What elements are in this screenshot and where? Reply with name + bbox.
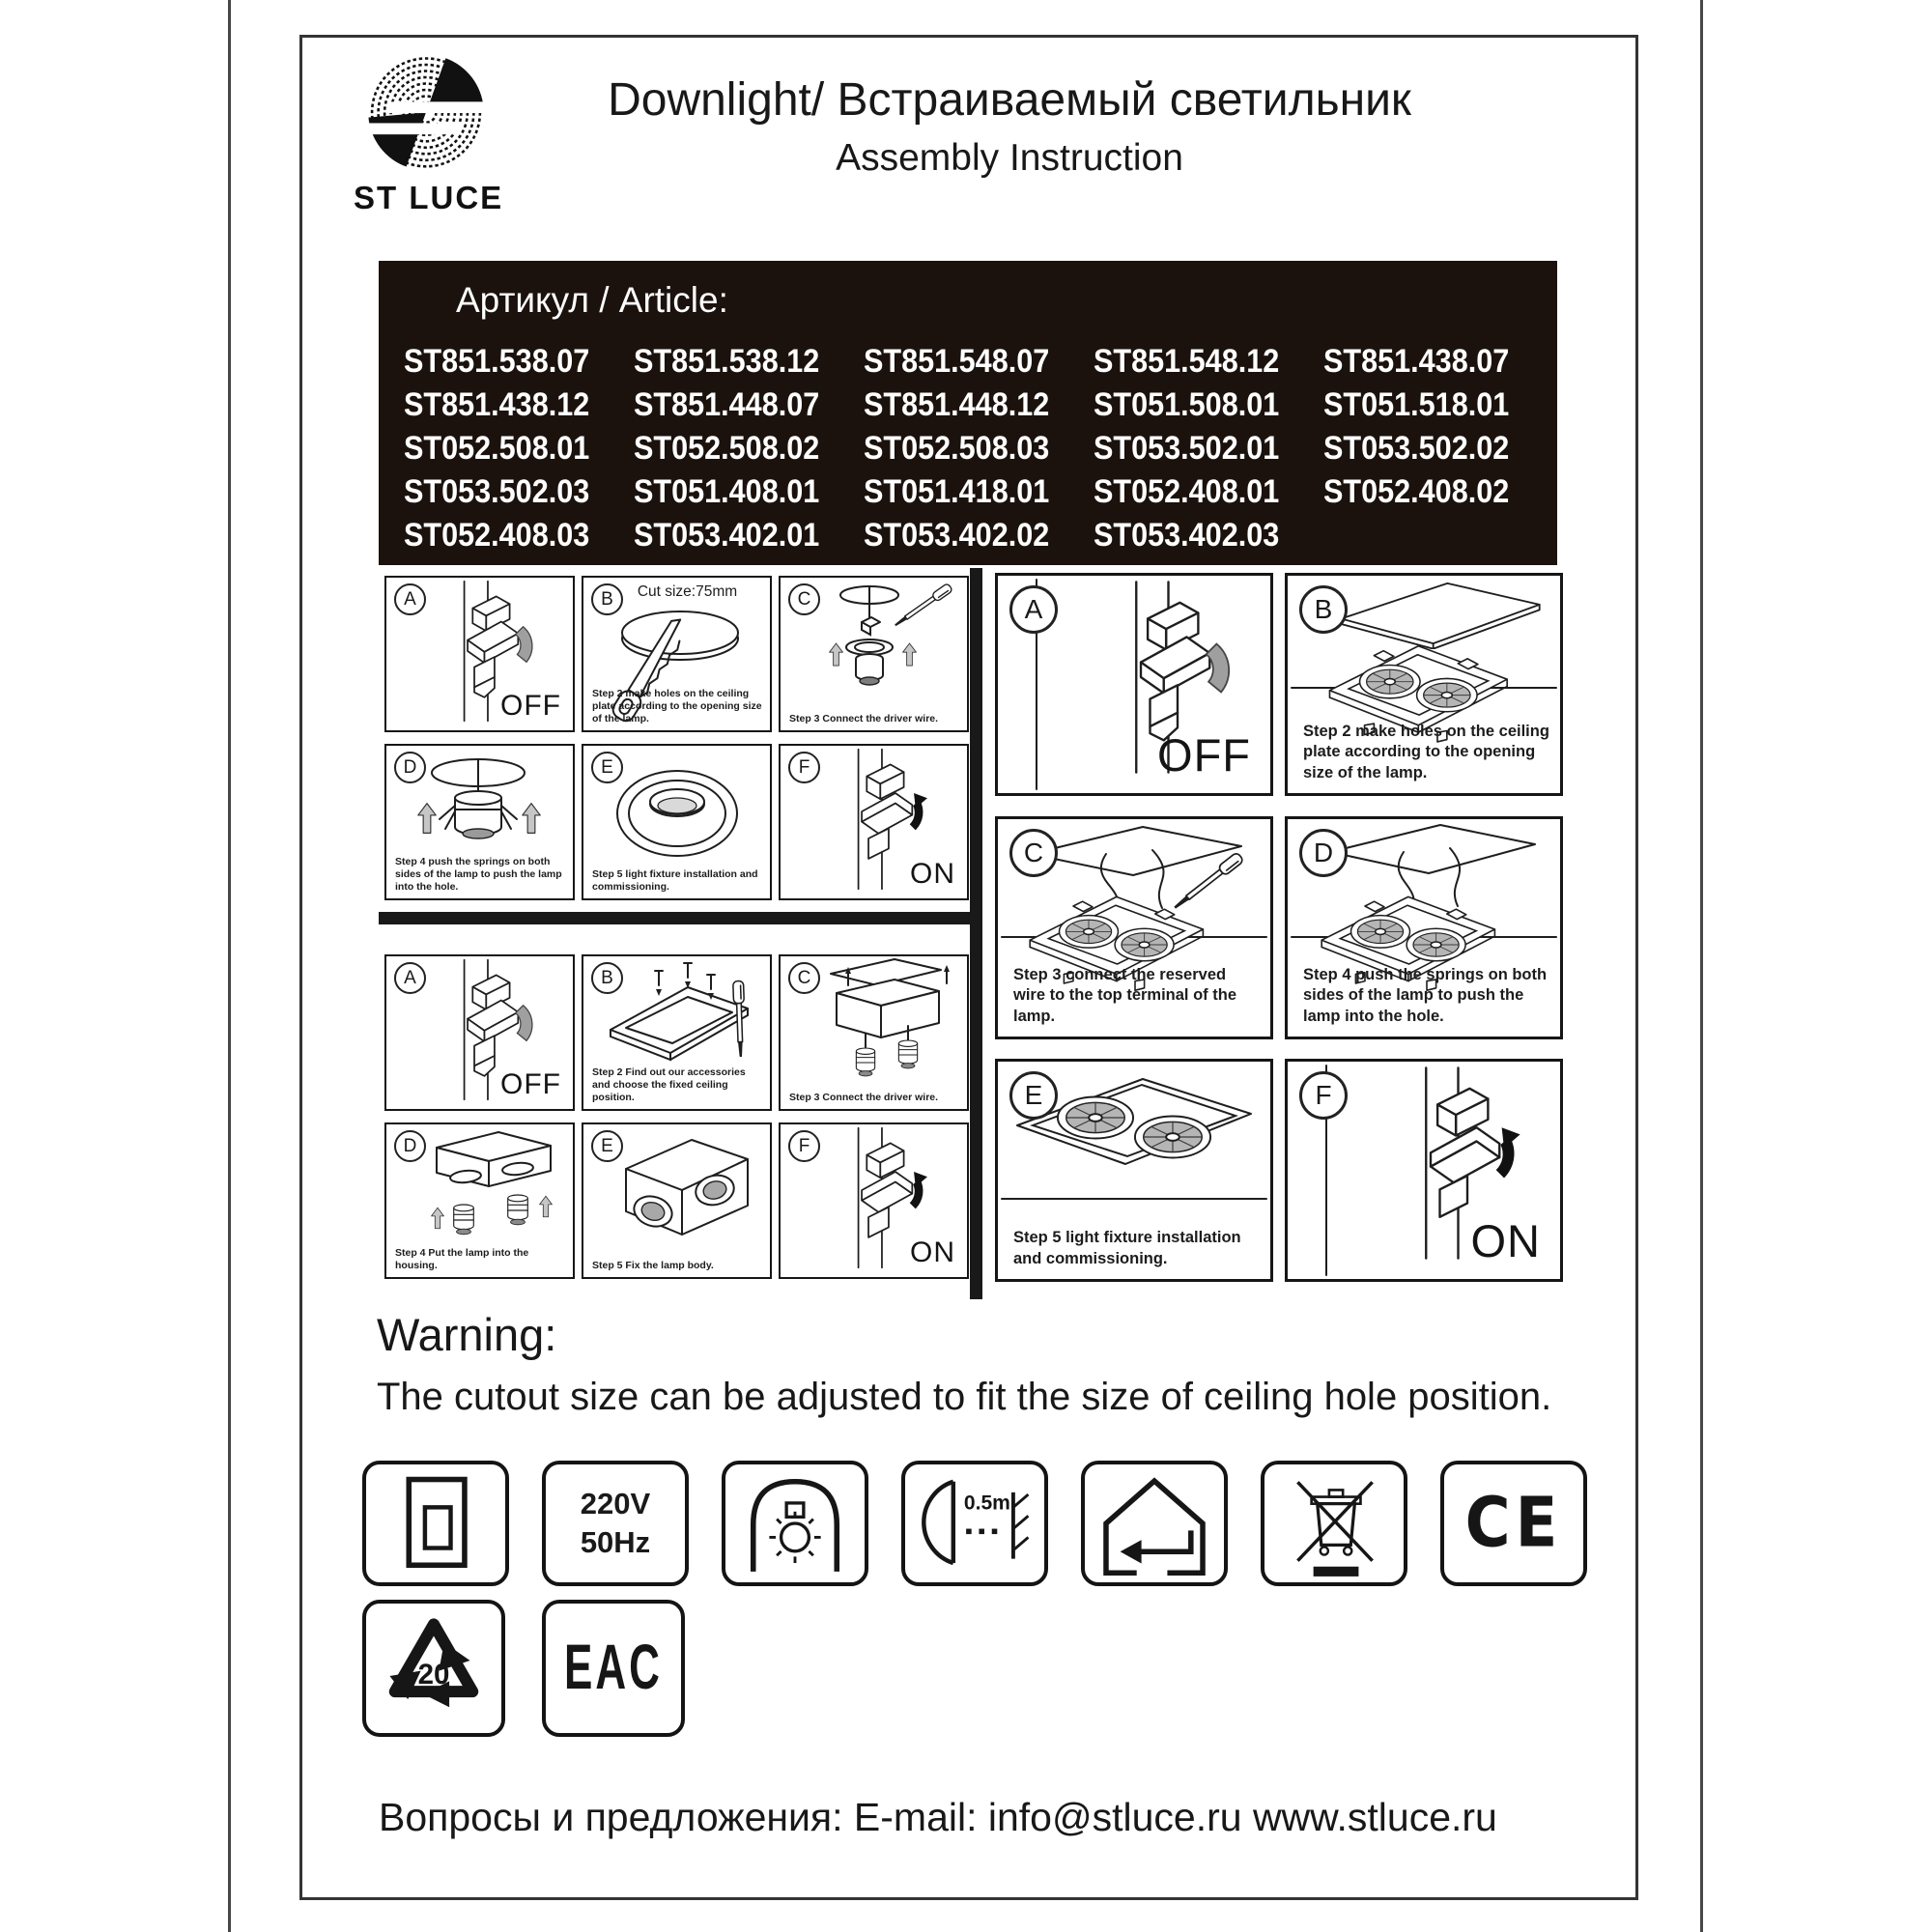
ce-mark — [1440, 1461, 1587, 1586]
indoor-use-icon — [1081, 1461, 1228, 1586]
warning-text: The cutout size can be adjusted to fit the size of ceiling hole position. — [377, 1376, 1552, 1418]
step-letter: A — [394, 962, 426, 994]
step-letter: E — [591, 752, 623, 783]
article-grid — [404, 340, 1548, 557]
page-title: Downlight/ Встраиваемый светильник — [608, 74, 1411, 126]
article-code: ST851.538.07 — [404, 343, 590, 380]
article-code: ST851.538.12 — [634, 343, 820, 380]
eac-mark — [542, 1600, 685, 1737]
article-code: ST851.438.07 — [1323, 343, 1510, 380]
step-caption: Step 3 Connect the driver wire. — [789, 1091, 939, 1103]
step-panel-surface-f — [779, 1122, 969, 1279]
step-letter: C — [788, 583, 820, 615]
step-panel-round-e — [582, 744, 772, 900]
article-code: ST051.418.01 — [864, 473, 1050, 510]
cut-size-note: Cut size:75mm — [637, 583, 738, 600]
article-code: ST053.502.02 — [1323, 430, 1510, 467]
switch-state-label: OFF — [1157, 729, 1251, 781]
article-row — [404, 384, 1548, 427]
voltage-rating-badge — [542, 1461, 689, 1586]
step-letter: B — [591, 962, 623, 994]
step-panel-surface-d — [384, 1122, 575, 1279]
step-letter: D — [394, 752, 426, 783]
article-heading: Артикул / Article: — [456, 280, 728, 320]
article-code: ST053.402.02 — [864, 517, 1050, 554]
page-edge-left — [228, 0, 231, 1932]
step-letter: D — [394, 1130, 426, 1162]
article-code: ST052.508.01 — [404, 430, 590, 467]
divider-horizontal — [379, 912, 982, 924]
article-row — [404, 470, 1548, 514]
article-code: ST851.448.12 — [864, 386, 1050, 423]
step-panel-round-a — [384, 576, 575, 732]
frequency-value: 50Hz — [580, 1525, 651, 1559]
switch-state-label: OFF — [500, 1068, 561, 1100]
weee-bin-icon — [1261, 1461, 1407, 1586]
step-panel-recessed-e — [995, 1059, 1273, 1282]
article-code: ST851.548.07 — [864, 343, 1050, 380]
recycle-number: 20 — [417, 1659, 450, 1691]
ce-label: CE — [1464, 1483, 1563, 1564]
distance-value: 0.5m — [963, 1492, 1010, 1515]
article-code: ST052.408.02 — [1323, 473, 1510, 510]
article-code: ST053.402.01 — [634, 517, 820, 554]
article-code: ST052.408.03 — [404, 517, 590, 554]
warning-heading: Warning: — [377, 1309, 557, 1360]
step-caption: Step 2 Find out our accessories and choose the fixed ceiling position. — [592, 1065, 746, 1103]
step-letter: D — [1299, 829, 1348, 877]
article-code: ST053.502.01 — [1094, 430, 1280, 467]
article-box — [379, 261, 1557, 565]
step-caption: Step 5 light fixture installation and commissioning. — [1013, 1229, 1241, 1267]
article-code: ST851.438.12 — [404, 386, 590, 423]
page-subtitle: Assembly Instruction — [836, 137, 1183, 179]
step-caption: Step 4 push the springs on both sides of the lamp to push the lamp into the hole. — [1303, 965, 1548, 1025]
article-code: ST052.408.01 — [1094, 473, 1280, 510]
step-panel-recessed-b — [1285, 573, 1563, 796]
article-code: ST052.508.02 — [634, 430, 820, 467]
switch-state-label: ON — [1470, 1215, 1541, 1266]
step-caption: Step 5 Fix the lamp body. — [592, 1259, 714, 1271]
eac-label: EAC — [564, 1632, 663, 1703]
step-panel-surface-a — [384, 954, 575, 1111]
article-code: ST053.502.03 — [404, 473, 590, 510]
step-caption: Step 3 Connect the driver wire. — [789, 712, 939, 724]
article-code: ST051.518.01 — [1323, 386, 1510, 423]
step-letter: E — [591, 1130, 623, 1162]
brand-name: ST LUCE — [354, 180, 504, 215]
step-panel-round-c — [779, 576, 969, 732]
min-distance-icon — [901, 1461, 1048, 1586]
step-letter: A — [1009, 585, 1058, 634]
switch-state-label: ON — [910, 1236, 955, 1268]
recycle-20-icon — [362, 1600, 505, 1737]
page-edge-right — [1700, 0, 1703, 1932]
step-panel-surface-c — [779, 954, 969, 1111]
step-letter: C — [1009, 829, 1058, 877]
step-panel-recessed-d — [1285, 816, 1563, 1039]
step-letter: B — [591, 583, 623, 615]
step-panel-round-f — [779, 744, 969, 900]
step-letter: A — [394, 583, 426, 615]
switch-state-label: OFF — [500, 690, 561, 722]
voltage-value: 220V — [580, 1486, 651, 1520]
step-panel-surface-e — [582, 1122, 772, 1279]
step-panel-round-b — [582, 576, 772, 732]
step-letter: F — [788, 1130, 820, 1162]
step-letter: F — [788, 752, 820, 783]
class-ii-icon — [362, 1461, 509, 1586]
step-panel-round-d — [384, 744, 575, 900]
step-panel-surface-b — [582, 954, 772, 1111]
article-row — [404, 427, 1548, 470]
divider-vertical — [970, 568, 982, 1299]
article-code: ST053.402.03 — [1094, 517, 1280, 554]
step-letter: B — [1299, 585, 1348, 634]
article-row — [404, 514, 1548, 557]
step-caption: Step 3 connect the reserved wire to the top terminal of the lamp. — [1013, 965, 1237, 1025]
contact-line: Вопросы и предложения: E-mail: info@stluce.ru www.stluce.ru — [379, 1795, 1497, 1839]
step-caption: Step 5 light fixture installation and commissioning. — [592, 867, 758, 893]
step-panel-recessed-a — [995, 573, 1273, 796]
step-letter: E — [1009, 1071, 1058, 1120]
step-panel-recessed-c — [995, 816, 1273, 1039]
article-code: ST051.408.01 — [634, 473, 820, 510]
switch-state-label: ON — [910, 858, 955, 890]
step-caption: Step 2 make holes on the ceiling plate according to the opening size of the lamp. — [592, 687, 762, 724]
step-panel-recessed-f — [1285, 1059, 1563, 1282]
step-caption: Step 4 push the springs on both sides of the lamp to push the lamp into the hole. — [395, 855, 562, 893]
article-row — [404, 340, 1548, 384]
step-caption: Step 4 Put the lamp into the housing. — [395, 1246, 529, 1271]
step-letter: F — [1299, 1071, 1348, 1120]
step-letter: C — [788, 962, 820, 994]
step-caption: Step 2 make holes on the ceiling plate according to the opening size of the lamp. — [1303, 722, 1549, 781]
luminaire-icon — [722, 1461, 868, 1586]
article-code: ST851.448.07 — [634, 386, 820, 423]
article-code: ST052.508.03 — [864, 430, 1050, 467]
article-code: ST851.548.12 — [1094, 343, 1280, 380]
article-code: ST051.508.01 — [1094, 386, 1280, 423]
